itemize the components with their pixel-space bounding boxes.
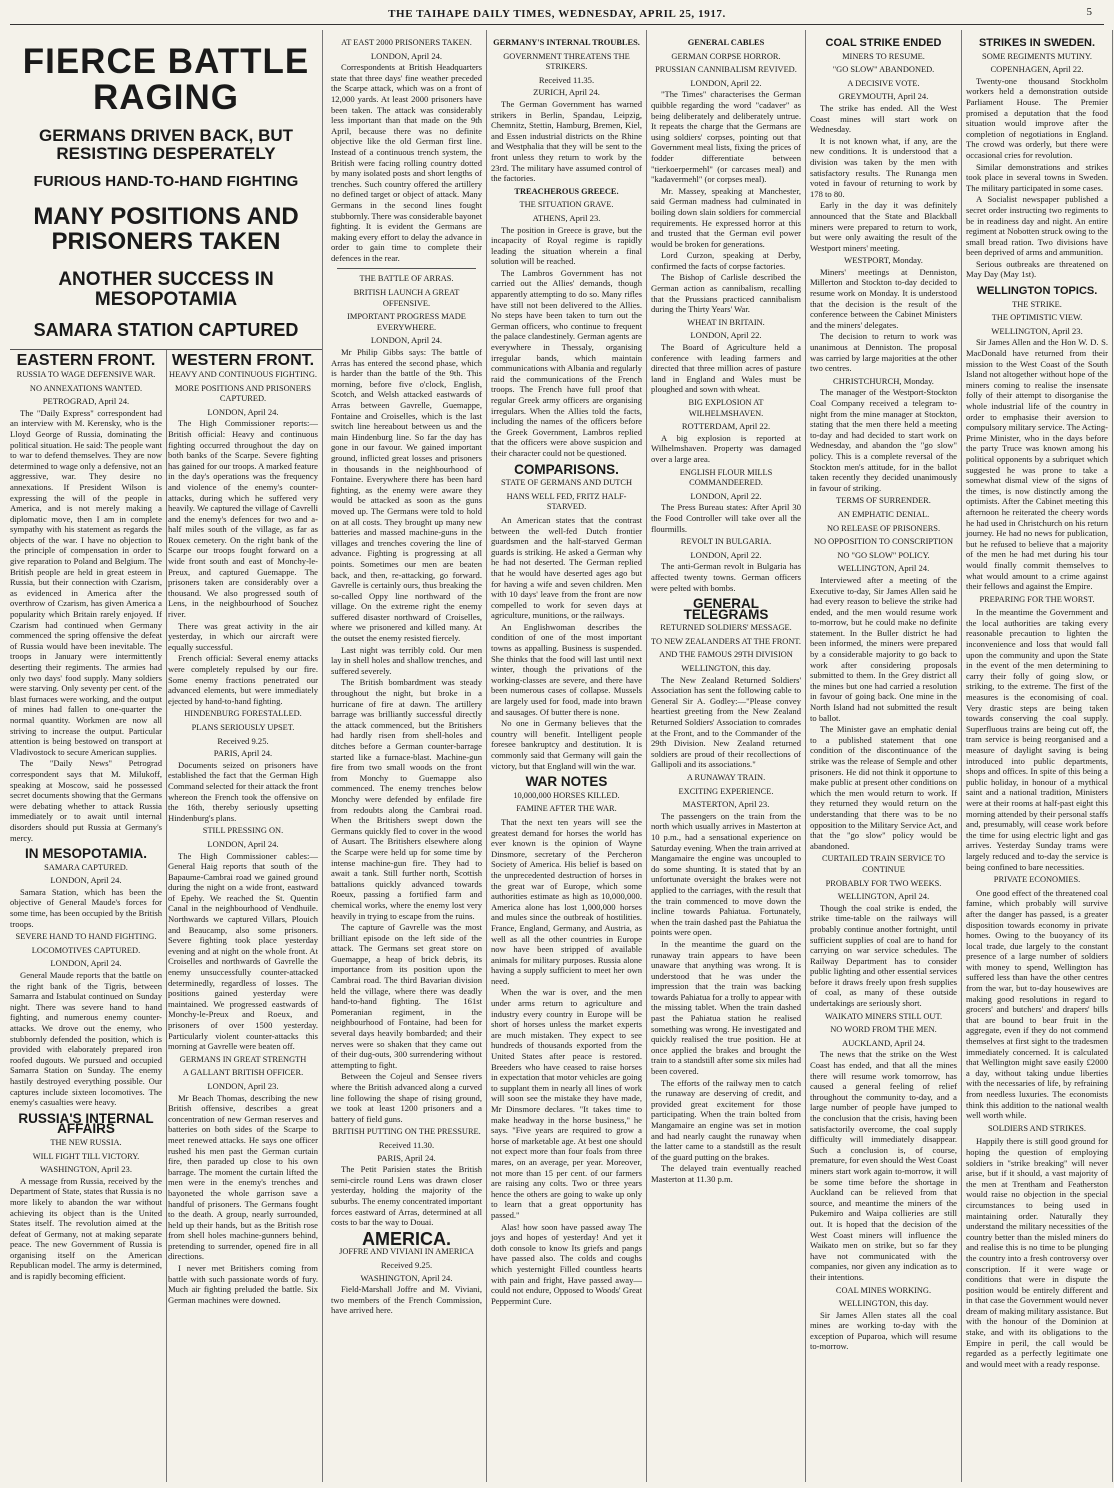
preparing-title: PREPARING FOR THE WORST. xyxy=(979,594,1095,604)
comparisons-sub1: STATE OF GERMANS AND DUTCH xyxy=(500,478,632,488)
russia-dateline: WASHINGTON, April 23. xyxy=(40,1164,132,1175)
waikato-sub: NO WORD FROM THE MEN. xyxy=(830,1025,937,1035)
battle-arras-title: THE BATTLE OF ARRAS. xyxy=(359,274,454,284)
germany-received: Received 11.35. xyxy=(538,74,595,85)
headline-mesopotamia-success: ANOTHER SUCCESS IN MESOPOTAMIA xyxy=(58,269,274,310)
separator xyxy=(337,268,476,269)
sweden-para-1: Twenty-one thousand Stockholm workers held a demonstration outside Parliament House. The Premier promised a deputation that the food situation would improve after the completion of negotiations in England. The crowd was orderly, but there were occasional cries for revolution. xyxy=(966,75,1108,160)
battle-arras-para-4: The capture of Gavrelle was the most brilliant episode on the left side of the attack. The Germans set great store on Guemappe, a heap of brick debris, its importance from its position upon the Cambrai road. The third Bavarian division held the village, where there was deadly hand-to-hand fighting. The 161st Pomeranian regiment, in the neighbourhood of Fontaine, had been for several days heavily bombarded; and their nerves were so shaken that they came out of their dug-outs, 300 surrendering without attempting to fight. xyxy=(331,922,482,1070)
headline-many-positions: MANY POSITIONS AND PRISONERS TAKEN xyxy=(33,203,299,255)
western-sub2: MORE POSITIONS AND PRISONERS CAPTURED. xyxy=(174,383,312,404)
coal-para-4: Miners' meetings at Denniston, Millerton and Stockton to-day decided to resume work on Monday. It is understood that the decision is the result of the conference between the Cabinet Ministers and the miners' delegates. xyxy=(810,266,957,330)
advert-verse: Alas! how soon have passed away The joys and hopes of yesterday! And yet it doth console to know Its griefs and pangs have passed also. The colds and coughs which yesternight Filled countless hearts with pain and fright, Have passed away—could not endure, Opposed to Woods' Great Peppermint Cure. xyxy=(491,1221,642,1306)
train-service-dateline: WELLINGTON, April 24. xyxy=(837,891,930,902)
hindenburg-para: Documents seized on prisoners have established the fact that the German High Command selected for their attack the front whereon the French took the offensive on the 16th, thereby seriously upsetting Hindenburg's plans. xyxy=(168,759,318,823)
russia-sub2: WILL FIGHT TILL VICTORY. xyxy=(32,1151,140,1161)
british-pressure-received: Received 11.30. xyxy=(378,1139,435,1150)
greece-title: TREACHEROUS GREECE. xyxy=(514,186,619,196)
corpse-para-2: Mr. Massey, speaking at Manchester, said German madness had culminated in boiling down slain soldiers for commercial requirements. He expressed horror at this and trusted that the German evil power would be broken for generations. xyxy=(651,185,801,249)
flour-mills-title: ENGLISH FLOUR MILLS COMMANDEERED. xyxy=(679,467,773,488)
bulgaria-title: REVOLT IN BULGARIA. xyxy=(680,537,772,547)
runaway-para-3: The efforts of the railway men to catch the runaway are deserving of credit, and provided great excitement for those participating. When the train bolted from Mangamaire an engine was set in motion and had nearly caught the runaway when the latter came to a standstill as the result of the guard putting on the brakes. xyxy=(651,1077,801,1162)
western-front-column xyxy=(168,350,318,1482)
america-sub: JOFFRE AND VIVIANI IN AMERICA xyxy=(339,1247,474,1257)
mesopotamia-dateline: LONDON, April 24. xyxy=(50,875,122,886)
wellington-topics-title: WELLINGTON TOPICS. xyxy=(976,285,1098,298)
still-pressing-para: The High Commissioner cables:— General Haig reports that south of the Bapaume-Cambrai road we gained ground during the night on a wide front, eastward of Epehy. We reached the St. Quentin Canal in the neighbourhood of Vendhuile. Northwards we captured Villars, Plouich and Beaucamp, also some prisoners. Severe fighting took place yesterday evening and at night on the whole front. At Croiselles and northwards of Gavrelle the enemy unsuccessfully counter-attacked determinedly, regardless of losses. The positions gained yesterday were maintained. We progressed eastwards of Monchy-le-Preux and Roeux, and prisoners of over 1500 yesterday. Particularly violent counter-attacks this morning at Gavrelle were beaten off. xyxy=(168,850,318,1052)
gallant-officer-para-2: I never met Britishers coming from battle with such passionate words of fury. Much air fighting preluded the battle. Six German machines were downed. xyxy=(168,1263,318,1305)
western-front-title: WESTERN FRONT. xyxy=(171,352,315,370)
headline-furious: FURIOUS HAND-TO-HAND FIGHTING xyxy=(33,173,299,191)
headline-germans-driven: GERMANS DRIVEN BACK, BUT RESISTING DESPERATELY xyxy=(38,126,294,163)
explosion-para: A big explosion is reported at Wilhelmshaven. Property was damaged over a large area. xyxy=(651,432,801,464)
western-para-3: French official: Several enemy attacks were completely repulsed by our fire. Some enemy fractions penetrated our advanced elements, but were immediately ejected by hand-to-hand fighting. xyxy=(168,653,318,706)
private-economies-title: PRIVATE ECONOMIES. xyxy=(993,875,1081,885)
russia-para: A message from Russia, received by the Department of State, states that Russia is no more likely to abandon the war without achieving its object than is the United States itself. The revolution aimed at the defeat of Germany, not at making separate peace. The new Government of Russia is organising itself on the American Republican model. The army is determined, and is rapidly becoming efficient. xyxy=(10,1175,162,1282)
surrender-title: TERMS OF SURRENDER. xyxy=(836,496,931,506)
war-notes-para-2: When the war is over, and the men under arms return to agriculture and industry every country in Europe will be short of horses unless the market experts are much mistaken. They expect to see hundreds of thousands exported from the United States after peace is restored. Breeders who have ceased to raise horses in expectation that motor vehicles are going to supplant them in nearly all lines of work will soon see the mistake they have made, Mr Dinsmore declares. "It takes time to make headway in the horse business," he says. "Five years are required to grow a horse of marketable age. At best one should not expect more than four foals from three mares, on an average, per year. Moreover, not more than 15 per cent. of our farmers are raising any colts. Two or three years hence the others are going to wake up only to learn that a great opportunity has passed." xyxy=(491,987,642,1220)
germany-troubles-title: GERMANY'S INTERNAL TROUBLES. xyxy=(493,38,640,47)
mesopotamia-para: Samara Station, which has been the objective of General Maude's forces for some time, has been occupied by the British troops. xyxy=(10,886,162,929)
flour-mills-dateline: LONDON, April 22. xyxy=(690,490,762,501)
surrender-sub1: AN EMPHATIC DENIAL. xyxy=(837,509,930,519)
runaway-train-title: A RUNAWAY TRAIN. xyxy=(686,773,766,782)
western-para-2: There was great activity in the air yesterday, in which our aircraft were equally successful. xyxy=(168,620,318,652)
eastern-sub2: NO ANNEXATIONS WANTED. xyxy=(29,383,143,393)
column-6 xyxy=(806,30,962,1482)
column-3 xyxy=(327,30,487,1482)
corpse-para-4: The Bishop of Carlisle described the German action as cannibalism, recalling that the Prussians practiced cannibalism during the Thirty Years' War. xyxy=(651,272,801,315)
waikato-title: WAIKATO MINERS STILL OUT. xyxy=(824,1011,943,1021)
battle-arras-para-5: Between the Cojeul and Sensee rivers where the British advanced along a curved line following the shape of rising ground, we took at least 1200 prisoners and a battery of field guns. xyxy=(331,1071,482,1124)
eastern-front-column xyxy=(10,350,167,1482)
surrender-sub4: NO "GO SLOW" POLICY. xyxy=(837,550,930,560)
war-notes-title: WAR NOTES xyxy=(525,774,608,790)
surrender-para-2: The Minister gave an emphatic denial to a published statement that one condition of the discontinuance of the strike was the release of Semple and other prisoners. He did not think it opportune to make public at present other conditions on which the men would return to work. If they returned they would return on the understanding that there was to be no opposition to the Military Service Act, and that the "go slow" policy would be abandoned. xyxy=(810,724,957,851)
coal-dateline-2: WESTPORT, Monday. xyxy=(844,255,923,266)
sweden-para-4: Serious outbreaks are threatened on May Day (May 1st). xyxy=(966,258,1108,280)
british-pressure-title: BRITISH PUTTING ON THE PRESSURE. xyxy=(332,1127,481,1137)
comparisons-para-3: No one in Germany believes that the country will benefit. Intelligent people foresee bankruptcy and destitution. It is commonly said that Germany will gain the victory, but that England will win the war. xyxy=(491,718,642,771)
coal-para-3: Early in the day it was definitely announced that the State and Blackball miners were prepared to return to work, but were only awaiting the result of the Westport miners' meeting. xyxy=(810,200,957,253)
russia-internal-title: RUSSIA'S INTERNAL AFFAIRS xyxy=(18,1110,154,1137)
mesopotamia-title: IN MESOPOTAMIA. xyxy=(24,846,147,862)
corpse-para-1: "The Times" characterises the German quibble regarding the word "cadaver" as being deliberately and deliberately untrue. It repeats the charge that the Germans are using soldiers' corpses, pointing out that Government meal lists, fixing the prices of fodder differentiate between "tierkoerpermehl" (or carcases meal) and "kadavermehl" (or corpses meal). xyxy=(651,89,801,185)
comparisons-para-2: An Englishwoman describes the condition of one of the most important towns as appalling. Business is suspended. She thinks that the food will last until next winter, though the privations of the working-classes are severe, and there have been numerous cases of collapse. Mussels are largely used for food, made into brawn and sausages. Of butter there is none. xyxy=(491,621,642,717)
sweden-dateline: COPENHAGEN, April 22. xyxy=(990,64,1084,75)
runaway-para-2: In the meantime the guard on the runaway train appears to have been unaware that anything was wrong. It is understood that he was under the impression that the train was backing towards Pahiatua for a trolly to appear with the missing tablet. When the train dashed past the Pahiatua station he realised something was wrong. He investigated and quickly realised the true position. He at once applied the brakes and brought the train to a standstill after some six miles had been covered. xyxy=(651,938,801,1077)
still-pressing-sub: STILL PRESSING ON. xyxy=(202,826,284,836)
column-7 xyxy=(962,30,1113,1482)
greece-para-1: The position in Greece is grave, but the incapacity of Royal regime is rapidly leading the situation wherein a final solution will be reached. xyxy=(491,224,642,267)
mesopotamia-sub: SAMARA CAPTURED. xyxy=(44,862,128,872)
war-notes-sub1: 10,000,000 HORSES KILLED. xyxy=(513,790,620,800)
surrender-sub2: NO RELEASE OF PRISONERS. xyxy=(826,523,941,533)
waikato-para: The news that the strike on the West Coast has ended, and that all the mines there will resume work tomorrow, has caused a general feeling of relief throughout the community to-day, and a large number of people have jumped to the conclusion that the crisis, having been satisfactorily overcome, the coal supply difficulty will immediately disappear. Such a conclusion is, of course, premature, for even should the West Coast miners start work again to-morrow, it will be some time before the shortage in Auckland can be relieved from that source, and meantime the miners of the Pukemiro and Waipa collieries are still out. It is hoped that the decision of the West Coast miners will influence the Waikato men on strike, but so far they have not communicated with the companies, nor given any indication as to their intentions. xyxy=(810,1049,957,1282)
column-5 xyxy=(647,30,806,1482)
coal-para-1: The strike has ended. All the West Coast mines will start work on Wednesday. xyxy=(810,102,957,135)
prisoners-para: Correspondents at British Headquarters state that three days' fine weather preceded the Scarpe attack, which was on a front of 12,000 yards. At least 2000 prisoners have been taken. The attack was considerably less important than that made on the 9th April, because there was no definite objective like the old German first line. Instead of a continuous trench system, the British were facing rolling country dotted by many isolated posts and short lengths of trenches. Such country offered the artillery no defined target or object of attack. Many Germans in the second lines fought stubbornly. There was considerable bayonet fighting. It is evident the Germans are making every effort to delay the advance in order to gain time to complete their defences in the rear. xyxy=(331,62,482,263)
train-service-title: CURTAILED TRAIN SERVICE TO CONTINUE xyxy=(821,854,946,874)
runaway-para-1: The passengers on the train from the north which usually arrives in Masterton at 10 p.m., had a sensational experience on Saturday evening. When the train arrived at Mangamaire the engine was uncoupled to do some shunting. It is stated that by an unfortunate oversight the brakes were not applied to the carriages, with the result that the train commenced to move down the incline towards Pahiatua. Fortunately, when the train dashed past the Pahiatua the points were open. xyxy=(651,810,801,938)
runaway-train-dateline: MASTERTON, April 23. xyxy=(682,799,770,810)
germany-para: The German Government has warned strikers in Berlin, Spandau, Leipzig, Chemnitz, Stettin, Hamburg, Bremen, Kiel, and Essen industrial districts on the Rhine and Westphalia that they will be sent to the front unless they return to work by the 23rd. The military have assumed control of the factories. xyxy=(491,98,642,184)
comparisons-para-1: An American states that the contrast between the well-fed Dutch frontier guardsmen and the half-starved German guards is striking. He asked a German why he had not deserted. The German replied that he would have deserted ages ago but for having a wife and seven children. Men with 10 days' leave from the front are now compelled to work for seven days at agriculture, munitions, or the railways. xyxy=(491,514,642,621)
coal-dateline-1: GREYMOUTH, April 24. xyxy=(838,91,929,102)
waikato-dateline: AUCKLAND, April 24. xyxy=(841,1037,926,1048)
general-telegrams-title: GENERAL TELEGRAMS xyxy=(683,596,769,622)
coal-strike-sub1: MINERS TO RESUME. xyxy=(842,51,925,61)
comparisons-title: COMPARISONS. xyxy=(514,461,619,477)
wheat-para: The Board of Agriculture held a conference with leading farmers and directed that three million acres of pasture land in England and Wales must be ploughed and sown with wheat. xyxy=(651,342,801,395)
soldiers-strikes-title: SOLDIERS AND STRIKES. xyxy=(988,1123,1086,1133)
coal-dateline-3: CHRISTCHURCH, Monday. xyxy=(833,375,934,386)
hindenburg-received: Received 9.25. xyxy=(217,735,269,746)
column-4 xyxy=(487,30,647,1482)
hindenburg-sub: PLANS SERIOUSLY UPSET. xyxy=(191,722,295,732)
telegrams-dateline: WELLINGTON, this day. xyxy=(681,663,771,674)
coal-mines-title: COAL MINES WORKING. xyxy=(835,1285,932,1295)
explosion-dateline: ROTTERDAM, April 22. xyxy=(681,421,771,432)
coal-para-5: The decision to return to work was unanimous at Denniston. The proposal was carried by large majorities at the other two centres. xyxy=(810,331,957,374)
gallant-officer-dateline: LONDON, April 23. xyxy=(207,1080,279,1091)
germany-dateline: ZURICH, April 24. xyxy=(533,87,600,98)
america-dateline: WASHINGTON, April 24. xyxy=(360,1272,453,1283)
coal-strike-title: COAL STRIKE ENDED xyxy=(825,37,942,49)
wheat-title: WHEAT IN BRITAIN. xyxy=(687,317,765,327)
surrender-dateline: WELLINGTON, April 24. xyxy=(837,563,930,574)
germany-troubles-sub: GOVERNMENT THREATENS THE STRIKERS. xyxy=(503,51,630,72)
surrender-para-1: Interviewed after a meeting of the Executive to-day, Sir James Allen said he had every reason to believe the strike had ended, and the men would resume work to-morrow, but he could make no definite statement. In the Buller district he had been informed, the miners were prepared by a considerable majority to go back to work after considering proposals submitted to them. In the Grey district all the mines but one had carried a resolution in favour of going back. One mine in the North Island had not submitted the result to ballot. xyxy=(810,574,957,723)
masthead: THE TAIHAPE DAILY TIMES, WEDNESDAY, APRIL 25, 1917. xyxy=(388,8,726,20)
wheat-dateline: LONDON, April 22. xyxy=(690,330,762,341)
battle-arras-para-3: The British bombardment was steady throughout the night, but broke in a hurricane of fire at dawn. The artillery barrage was brilliantly successful directly the attack commenced, but the Britishers had hardly risen from shell-holes and ditches before a German counter-barrage started like a furnace-blast. Machine-gun fire from two small woods on the front from Monchy to Guemappe also commenced. The enemy trenches below Monchy were defended by enfilade fire from redoubts along the Cambrai road. When the Britishers swept down the Germans quickly fled to cover in the wood of Ausart. The Britishers elsewhere along the Scarpe were held up for some time by intense machine-gun fire. They had to await a tank. Still further north, Scottish battalions quickly advanced towards Roeux, passing a fortified farm and chemical works, where the enemy lost very heavily in trying to escape from the ruins. xyxy=(331,677,482,921)
page-number: 5 xyxy=(1086,6,1092,18)
corpse-dateline: LONDON, April 22. xyxy=(690,77,762,88)
returned-soldiers-sub: RETURNED SOLDIERS' MESSAGE. xyxy=(660,623,792,633)
severe-fighting-title: SEVERE HAND TO HAND FIGHTING. xyxy=(15,932,157,942)
bulgaria-dateline: LONDON, April 22. xyxy=(690,549,762,560)
america-para: Field-Marshall Joffre and M. Viviani, two members of the French Commission, have arrived here. xyxy=(331,1284,482,1316)
bulgaria-para: The anti-German revolt in Bulgaria has affected twenty towns. German officers were pelted with bombs. xyxy=(651,561,801,593)
hindenburg-title: HINDENBURG FORESTALLED. xyxy=(184,709,302,719)
headline-samara: SAMARA STATION CAPTURED xyxy=(33,320,299,341)
eastern-para-2: The "Daily News" Petrograd correspondent says that M. Milukoff, speaking at Moscow, said he possessed secret documents showing that the Germans were debating whether to attack Russia immediately or to await until internal disorders should put Russia at Germany's mercy. xyxy=(10,758,162,843)
gallant-officer-sub: A GALLANT BRITISH OFFICER. xyxy=(182,1068,304,1078)
battle-arras-sub2: IMPORTANT PROGRESS MADE EVERYWHERE. xyxy=(347,312,466,332)
eastern-dateline: PETROGRAD, April 24. xyxy=(42,396,130,407)
greece-para-2: The Lambros Government has not carried out the Allies' demands, though apparently attempting to do so. Many rifles have still not been delivered to the Allies. No steps have been taken to turn out the German officers, who continue to frequent the palace clandestinely. German agents are everywhere in Thessaly, organising irregular bands, which maintain communications with Albania and regularly raid the communications of the French troops. The French have full proof that regular Greek army officers are organising irregulars. When the Allies told the facts, including the names of the officers before the Greek Government, Lambros replied that the officers were above suspicion and their character could not be questioned. xyxy=(491,267,642,458)
lead-story xyxy=(10,30,323,1482)
comparisons-sub2: HANS WELL FED, FRITZ HALF-STARVED. xyxy=(506,491,627,512)
locomotives-para: General Maude reports that the battle on the right bank of the Tigris, between Samarra and Istabulat continued on Sunday night. There was severe hand to hand fighting, and numerous enemy counter-attacks. We drove out the enemy, who stubbornly defended the position, which is provided with elaborately prepared iron roofed dugouts. We pursued and occupied Samarra Station on Sunday. The enemy hastily destroyed everything possible. Our captures include sixteen locomotives. The enemy's casualties were heavy. xyxy=(10,970,162,1108)
gallant-officer-para: Mr Beach Thomas, describing the new British offensive, describes a great concentration of new German reserves and batteries on both sides of the Scarpe to meet renewed attacks. He says one officer rushed his men past the German curtain fire, then paraded up close to his own barrage. The moment the curtain lifted the men were in the enemy's trenches and bayoneted the whole garrison save a handful of prisoners. The Germans fought to the death. A group, nearly surrounded, held up their hands, but as the British rose from shell holes machine-gunners behind, pretending to surrender, opened fire in all directions. xyxy=(168,1092,318,1262)
eastern-para-1: The "Daily Express" correspondent had an interview with M. Kerensky, who is the Lloyd George of Russia, dominating the political situation. He said: The people want to war to defend themselves. They are now determined to wage only a defensive, not an aggressive, war. They desire no annexations. If President Wilson is expressing the will of the people in America, and is not merely making a diplomatic move, then I am in complete sympathy with his statement as regards the objects of the war. I have no objection to the principle of compensation in order to give reparation to Poland and Belgium. The British people are held in great esteem in Russia, but their connection with Czarism, as evidenced in America after the overthrow of Czarism, has given America a popularity which Britain rarely enjoyed. If Czarism had continued when Germany commenced the spring offensive the defeat of Russia would have been inevitable. The troops in January were intermittently deserting their regiments. The armies had only two days' food supply. Many soldiers were starving. Only seventy per cent. of the blast furnaces were working, and the output of mines had fallen to one-quarter the normal quantity. Workmen are now all striving to increase the output. Particular attention is being bestowed on transport at Vladivostock to secure American supplies. xyxy=(10,407,162,757)
coal-strike-sub3: A DECISIVE VOTE. xyxy=(847,78,920,88)
battle-arras-para-1: Mr Philip Gibbs says: The battle of Arras has entered the second phase, which is harder than the battle of the 9th. This morning, before five o'clock, English, Scotch, and Welsh attacked eastwards of Arras between Gavrelle, Guemappe, Fontaine and Croiselles, which is the last switch line hereabout between us and the main Hindenburg line. So far the day has gone in our favour. We gained important ground, inflicted great losses and prisoners in thousands in the neighbourhood of Fontaine. Everywhere there has been hard fighting, as the enemy were aware they would be attacked as soon as the guns moved up. The Germans were told to hold on at all costs. They brought up many new batteries and massed machine-guns in the villages and trenches covering the line of advance. Fighting is progressing at all points. Sometimes our men are beaten back, and then, re-attacking, go forward. Gavrelle is certainly ours, thus breaking the so-called Oppy line northward of the village. On the extreme right the enemy suffered disaster northward of Croiselles, where we prisonered and killed many. At the outset the enemy resisted fiercely. xyxy=(331,347,482,644)
coal-strike-sub2: "GO SLOW" ABANDONED. xyxy=(832,65,935,75)
locomotives-dateline: LONDON, April 24. xyxy=(50,958,122,969)
coal-para-6: The manager of the Westport-Stockton Coal Company received a telegram to-night from the mine manager at Stockton, stating that the men there held a meeting to-day and had decided to start work on Wednesday, and abandon the "go slow" policy. This is a complete reversal of the Stockton men's attitude, for in the ballot taken recently they decided unanimously in favour of striking. xyxy=(810,387,957,493)
still-pressing-dateline: LONDON, April 24. xyxy=(207,838,279,849)
russia-sub: THE NEW RUSSIA. xyxy=(50,1137,122,1147)
eastern-front-title: EASTERN FRONT. xyxy=(16,352,156,370)
sweden-para-2: Similar demonstrations and strikes took place in several towns in Sweden. The military participated in some cases. xyxy=(966,161,1108,193)
greece-sub: THE SITUATION GRAVE. xyxy=(519,200,614,210)
wellington-sub1: THE STRIKE. xyxy=(1012,299,1062,309)
runaway-train-sub: EXCITING EXPERIENCE. xyxy=(678,786,774,796)
prisoners-dateline: LONDON, April 24. xyxy=(370,50,443,61)
sweden-sub: SOME REGIMENTS MUTINY. xyxy=(982,51,1092,61)
coal-mines-para: Sir James Allen states all the coal mines are working to-day with the exception of Puparoa, which will resume to-morrow. xyxy=(810,1309,957,1352)
sweden-title: STRIKES IN SWEDEN. xyxy=(978,37,1096,49)
western-para-1: The High Commissioner reports:— British official: Heavy and continuous fighting occurred throughout the day on both banks of the Scarpe. Severe fighting has gained for our troops. A marked feature in the day's operations was the frequency and violence of the enemy's counter-attacks, during which he suffered very heavily. We captured the village of Cavrelli and the enemy's defences for two and a-half miles south of the village, as far as Rouex cemetery. On the right bank of the Scarpe our troops fought forward on a wide front south and east of Monchy-le-Preux, and captured Guemappe. The prisoners taken are considerably over a thousand. We also progressed south of Lens, in the neighbourhood of Souchez river. xyxy=(168,418,318,620)
america-title: AMERICA. xyxy=(362,1228,451,1249)
british-pressure-dateline: PARIS, April 24. xyxy=(377,1152,436,1163)
wellington-sub2: THE OPTIMISTIC VIEW. xyxy=(991,313,1083,323)
train-service-para: Though the coal strike is ended, the strike time-table on the railways will probably continue another fortnight, until sufficient supplies of coal are to hand for carrying on war service schedules. The Railway Department has to consider public lighting and other essential services before it draws freely upon fresh supplies of coal, as many of these outside undertakings are seriously short. xyxy=(810,902,957,1009)
runaway-para-4: The delayed train eventually reached Masterton at 11.30 p.m. xyxy=(651,1163,801,1184)
soldiers-strikes-para: Happily there is still good ground for hoping the question of employing soldiers in "strike breaking" will never arise, but if it should, a vast majority of the men at Trentham and Featherston would raise no objection in the special circumstances to being used in maintaining order. Naturally they understand the military necessities of the country better than the misled miners do and realise this is no time to be plunging the country into a fresh controversy over conscription. If it were wage or conditions that were in dispute the position would be entirely different and in that case the Government would never dream of making military assistance. But with the honour of the Dominion at stake, and with its obligations to the Empire in peril, the call would be regarded as a perfectly legitimate one and would meet with a ready response. xyxy=(966,1136,1108,1369)
flour-mills-para: The Press Bureau states: After April 30 the Food Controller will take over all the flourmills. xyxy=(651,502,801,534)
locomotives-sub: LOCOMOTIVES CAPTURED. xyxy=(31,945,141,955)
new-zealanders-sub: TO NEW ZEALANDERS AT THE FRONT. xyxy=(651,636,801,646)
battle-arras-dateline: LONDON, April 24. xyxy=(370,335,443,346)
british-pressure-para: The Petit Parisien states the British semi-circle round Lens was drawn closer yesterday, holding the majority of the suburbs. The enemy concentrated important forces eastward of Arras, determined at all costs to bar the way to Douai. xyxy=(331,1164,482,1228)
train-service-sub: PROBABLY FOR TWO WEEKS. xyxy=(825,878,942,888)
wellington-dateline: WELLINGTON, April 23. xyxy=(991,325,1083,336)
hindenburg-dateline: PARIS, April 24. xyxy=(213,748,273,759)
cannibalism-sub: PRUSSIAN CANNIBALISM REVIVED. xyxy=(655,65,797,75)
coal-para-2: It is not known what, if any, are the new conditions. It is understood that a division was taken by the men with satisfactory results. The Runanga men voted in favour of returning to work by 178 to 80. xyxy=(810,135,957,199)
war-notes-para-1: That the next ten years will see the greatest demand for horses the world has ever known is the opinion of Wayne Dinsmore, secretary of the Percheron Society of America. His belief is based on the unprecedented destruction of horses in the great war of Europe, which some authorities estimate as high as 10,000,000. America alone has lost 1,000,000 horses and mules since the outbreak of hostilities. France, England, Germany, and Austria, as well as all the other countries in Europe now have been stripped of available animals for military purposes. Russia alone having a supply sufficient to meet her own need. xyxy=(491,816,642,986)
coal-mines-dateline: WELLINGTON, this day. xyxy=(838,1298,929,1309)
sweden-para-3: A Socialist newspaper published a secret order instructing two regiments to be in readiness day and night. An entire regiment at Nobotten struck owing to the small bread ration. Two divisions have been deprived of arms and ammunition. xyxy=(966,194,1108,258)
battle-arras-para-2: Last night was terribly cold. Our men lay in shell holes and shallow trenches, and suffered severely. xyxy=(331,644,482,676)
western-sub1: HEAVY AND CONTINUOUS FIGHTING. xyxy=(169,369,317,379)
telegrams-para: The New Zealand Returned Soldiers' Association has sent the following cable to General Sir A. Godley:—"Please convey heartiest greeting from the New Zealand Returned Soldiers' Association to comrades at the Front, and to the Commander of the 29th Division. New Zealand returned soldiers are proud of their recollections of Gallipoli and its associations." xyxy=(651,674,801,770)
division-sub: AND THE FAMOUS 29TH DIVISION xyxy=(659,650,793,660)
prisoners-taken-title: AT EAST 2000 PRISONERS TAKEN. xyxy=(341,38,472,47)
corpse-para-3: Lord Curzon, speaking at Derby, confirmed the facts of corpse factories. xyxy=(651,250,801,271)
wellington-para-1: Sir James Allen and the Hon W. D. S. MacDonald have returned from their mission to the West Coast of the South Island not altogether without hope of the miners coming to realise the insensate folly of their attempt to disorganise the whole industrial life of the country in order to emphasise their aversion to compulsory military service. The Acting-Prime Minister, who in the days before the party Truce was known among his political opponents by a subriquet which suggested he was prone to take a somewhat dismal view of the signs of the times, is now distinctly among the optimists. After the Cabinet meeting this afternoon he reiterated the cheery words he had used in Christchurch on his return journey. He had no news for publication, but he refused to believe that a majority of the men he had met during his tour would finally commit themselves to what would amount to a crime against their fellows and against the Empire. xyxy=(966,337,1108,592)
masthead-rule xyxy=(10,24,1104,25)
battle-arras-sub1: BRITISH LAUNCH A GREAT OFFENSIVE. xyxy=(353,288,460,308)
headline-fierce: FIERCE BATTLE RAGING xyxy=(22,42,310,117)
surrender-sub3: NO OPPOSITION TO CONSCRIPTION xyxy=(813,537,954,547)
private-economies-para: One good effect of the threatened coal famine, which probably will survive after the danger has passed, is a greater disposition towards economy in private homes. Owing to the buoyancy of its local trade, due largely to the constant presence of a large number of soldiers with money to spend, Wellington has suffered less than have the other centres from the war, but to-day housewives are making good resolutions in regard to grocers' and butchers' and drapers' bills that are bound to bear fruit in the aggregate, even if they do not commend themselves at first sight to the tradesmen immediately concerned. It is calculated that Wellington might save easily £2000 a day, without taking undue liberties with the necessaries of life, by refraining from needless luxuries. The economists think this addition to the national wealth well worth while. xyxy=(966,887,1108,1121)
eastern-sub1: RUSSIA TO WAGE DEFENSIVE WAR. xyxy=(16,369,156,379)
preparing-para: In the meantime the Government and the local authorities are taking every reasonable precaution to lighten the inconvenience and loss that would fall upon the community and upon the State in the event of the men determining to carry their folly of going slow, or striking, to the extreme. The first of the measures is the economising of coal. Very drastic steps are being taken towards conserving the coal supply. Superfluous trains are being cut off, the tram service is being reorganised and a measure of daylight saving is being introduced into public departments, shops and offices. In spite of this being a public holiday, in honour of a mythical saint and a national tradition, Ministers were at their rooms at half-past eight this morning attended by their personal staffs and, presumably, will cease work before the time for using electric light and gas arrives. Yesterday Sunday trams were largely reduced and to-day the service is being confined to bare necessities. xyxy=(966,607,1108,872)
greece-dateline: ATHENS, April 23. xyxy=(532,212,601,223)
germans-strength-title: GERMANS IN GREAT STRENGTH xyxy=(179,1054,307,1064)
general-cables-title: GENERAL CABLES xyxy=(687,38,765,47)
western-dateline: LONDON, April 24. xyxy=(207,406,279,417)
war-notes-sub2: FAMINE AFTER THE WAR. xyxy=(516,804,617,814)
explosion-title: BIG EXPLOSION AT WILHELMSHAVEN. xyxy=(688,398,764,418)
corpse-horror-sub: GERMAN CORPSE HORROR. xyxy=(671,51,781,61)
america-received: Received 9.25. xyxy=(380,1259,433,1270)
